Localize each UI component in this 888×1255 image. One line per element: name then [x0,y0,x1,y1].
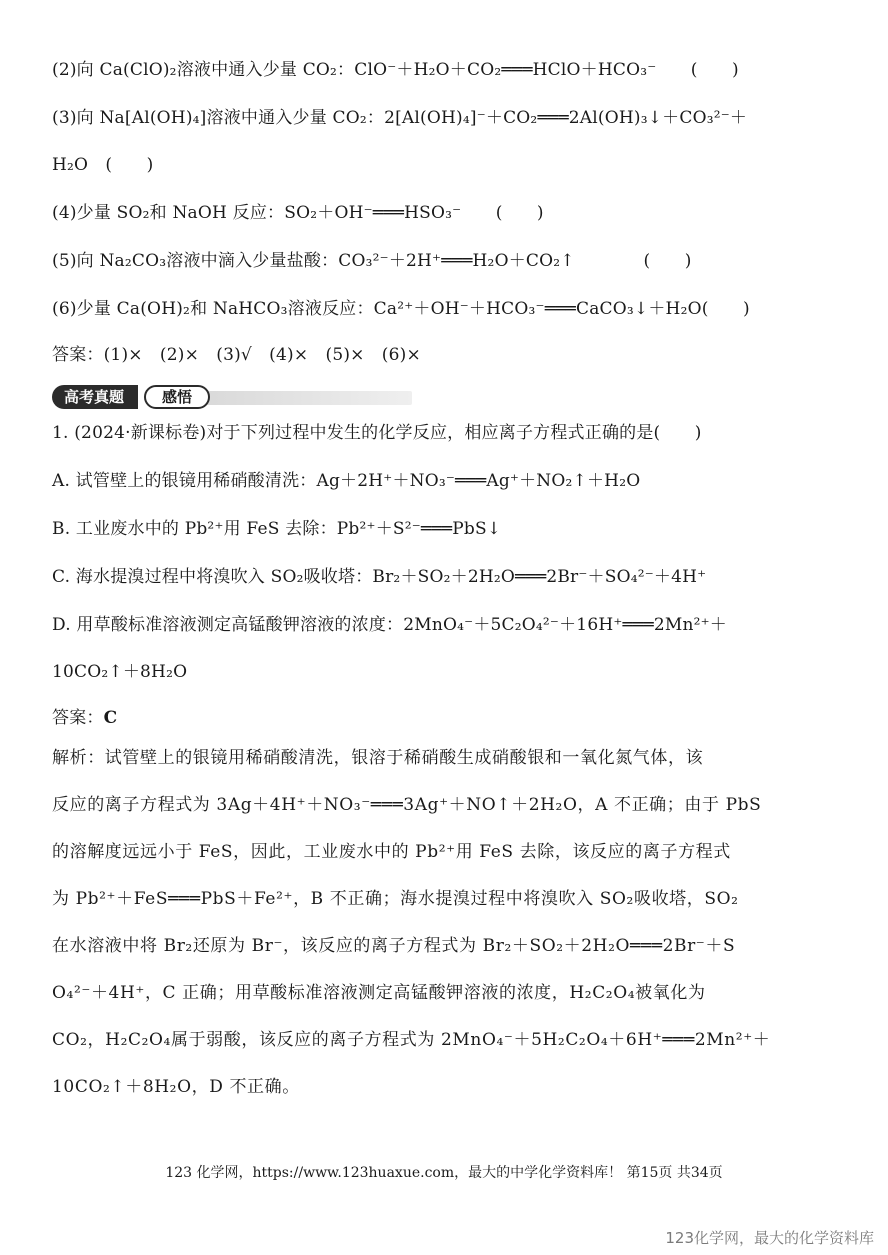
analysis-line: 为 Pb²⁺＋FeS═══PbS＋Fe²⁺，B 不正确；海水提溴过程中将溴吹入 SO₂吸收塔，SO₂ [52,889,739,909]
option-a: A. 试管壁上的银镜用稀硝酸清洗：Ag＋2H⁺＋NO₃⁻═══Ag⁺＋NO₂↑＋H₂O [52,471,641,491]
practice-item-4: (4)少量 SO₂和 NaOH 反应：SO₂＋OH⁻═══HSO₃⁻ ( ) [52,203,544,223]
section-banner [52,385,412,411]
banner-label-exam: 高考真题 [52,385,138,409]
practice-item-6: (6)少量 Ca(OH)₂和 NaHCO₃溶液反应：Ca²⁺＋OH⁻＋HCO₃⁻═══CaCO₃↓＋H₂O( ) [52,299,750,319]
analysis-line: 解析：试管壁上的银镜用稀硝酸清洗，银溶于稀硝酸生成硝酸银和一氧化氮气体，该 [52,748,704,768]
document-body [52,58,842,1099]
analysis-line: CO₂，H₂C₂O₄属于弱酸，该反应的离子方程式为 2MnO₄⁻＋5H₂C₂O₄＋6H⁺═══2Mn²⁺＋ [52,1030,771,1050]
banner-label-insight: 感悟 [144,385,210,409]
option-d-continuation: 10CO₂↑＋8H₂O [52,662,188,682]
analysis-line: 的溶解度远远小于 FeS，因此，工业废水中的 Pb²⁺用 FeS 去除，该反应的离子方程式 [52,842,731,862]
watermark: 123化学网，最大的化学资料库 [665,1229,874,1247]
option-d: D. 用草酸标准溶液测定高锰酸钾溶液的浓度：2MnO₄⁻＋5C₂O₄²⁻＋16H⁺═══2Mn²⁺＋ [52,615,727,635]
answer-label: 答案： [52,708,104,728]
banner-decoration [202,391,412,405]
analysis-line: 10CO₂↑＋8H₂O，D 不正确。 [52,1077,300,1097]
practice-item-2: (2)向 Ca(ClO)₂溶液中通入少量 CO₂：ClO⁻＋H₂O＋CO₂═══HClO＋HCO₃⁻ ( ) [52,60,739,80]
option-c: C. 海水提溴过程中将溴吹入 SO₂吸收塔：Br₂＋SO₂＋2H₂O═══2Br⁻＋SO₄²⁻＋4H⁺ [52,567,707,587]
option-b: B. 工业废水中的 Pb²⁺用 FeS 去除：Pb²⁺＋S²⁻═══PbS↓ [52,519,502,539]
analysis-line: 反应的离子方程式为 3Ag＋4H⁺＋NO₃⁻═══3Ag⁺＋NO↑＋2H₂O，A 不正确；由于 PbS [52,795,762,815]
question-stem: 1. (2024·新课标卷)对于下列过程中发生的化学反应，相应离子方程式正确的是( ) [52,423,702,443]
analysis-block [52,746,842,1099]
practice-item-3: (3)向 Na[Al(OH)₄]溶液中通入少量 CO₂：2[Al(OH)₄]⁻＋CO₂═══2Al(OH)₃↓＋CO₃²⁻＋ [52,108,748,128]
practice-answer: 答案：(1)× (2)× (3)√ (4)× (5)× (6)× [52,345,421,365]
practice-item-3-continuation: H₂O ( ) [52,155,154,175]
analysis-line: 在水溶液中将 Br₂还原为 Br⁻，该反应的离子方程式为 Br₂＋SO₂＋2H₂O═══2Br⁻＋S [52,936,736,956]
answer-value: C [103,708,118,728]
practice-item-5: (5)向 Na₂CO₃溶液中滴入少量盐酸：CO₃²⁻＋2H⁺═══H₂O＋CO₂↑ ( ) [52,251,692,271]
question-answer [52,706,842,730]
page-footer: 123 化学网，https://www.123huaxue.com，最大的中学化学资料库！ 第15页 共34页 [165,1165,723,1181]
analysis-line: O₄²⁻＋4H⁺，C 正确；用草酸标准溶液测定高锰酸钾溶液的浓度，H₂C₂O₄被氧化为 [52,983,706,1003]
